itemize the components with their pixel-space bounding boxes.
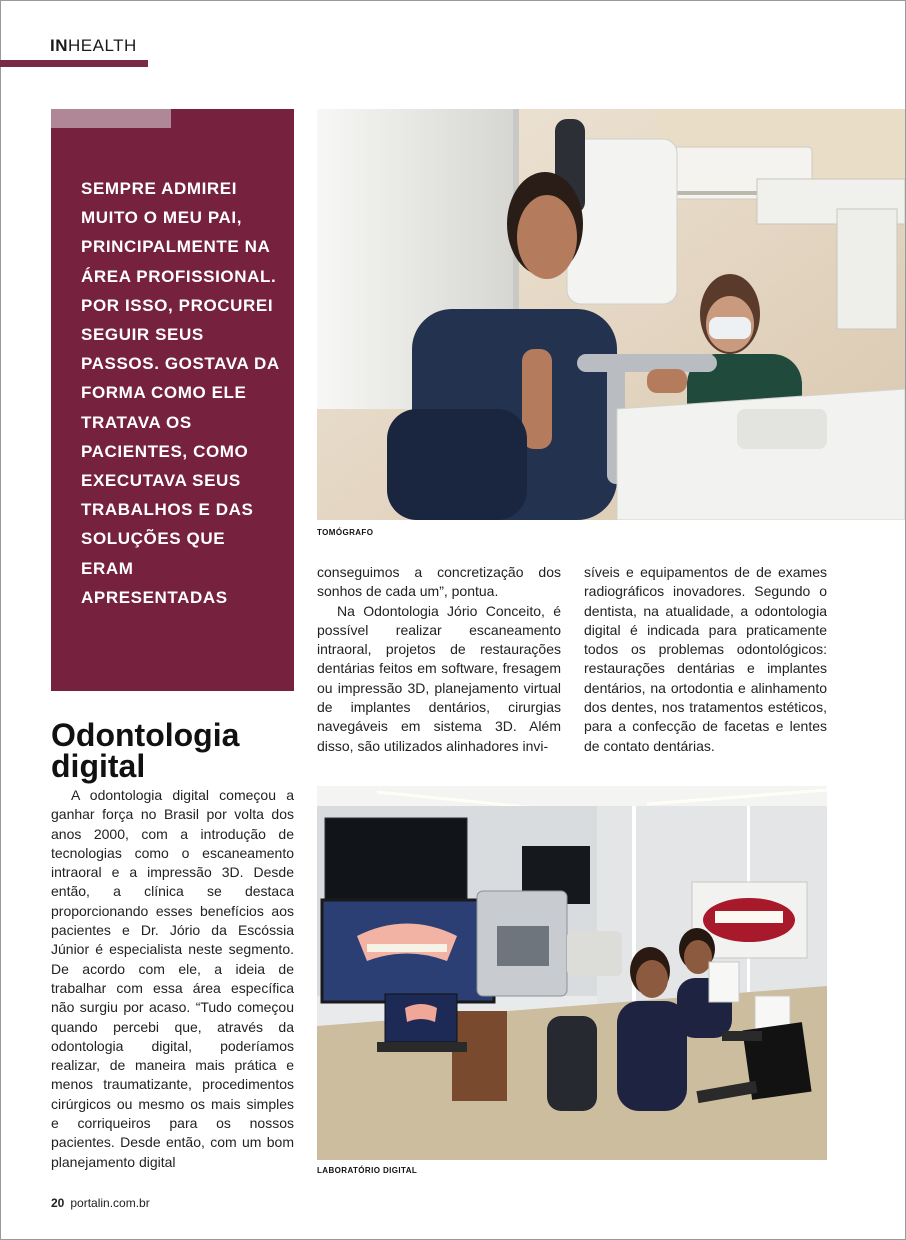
article-column-3 — [584, 563, 827, 756]
photo-tomograph — [317, 109, 905, 520]
brand-bold: IN — [50, 36, 68, 55]
caption-digital-lab: LABORATÓRIO DIGITAL — [317, 1166, 418, 1175]
photo-digital-lab — [317, 786, 827, 1160]
article-title: Odontologia digital — [51, 717, 240, 784]
brand-logo — [50, 36, 137, 56]
pull-quote-text: SEMPRE ADMIREI MUITO O MEU PAI, PRINCIPALMENTE NA ÁREA PROFISSIONAL. POR ISSO, PROCUREI SEGUIR SEUS PASSOS. GOSTAVA DA FORMA COMO ELE TRATAVA OS PACIENTES, COMO EXECUTAVA SEUS TRABALHOS E DAS SOLUÇÕES QUE ERAM APRESENTADAS — [81, 179, 280, 607]
brand-underline — [0, 60, 148, 67]
caption-tomograph: TOMÓGRAFO — [317, 528, 374, 537]
article-column-1 — [51, 786, 294, 1172]
article-column-2 — [317, 563, 561, 756]
footer-site: portalin.com.br — [70, 1196, 150, 1210]
pull-quote-tab — [51, 109, 171, 128]
page-number: 20 — [51, 1196, 65, 1210]
brand-rest: HEALTH — [68, 36, 137, 55]
paragraph: Na Odontologia Jório Conceito, é possível realizar escaneamento intraoral, projetos de restaurações dentárias feitos em software, fresagem ou impressão 3D, planejamento virtual de implantes dentários, cirurgias navegáveis em sistema 3D. Além disso, são utilizados alinhadores invi- — [317, 602, 561, 754]
paragraph: A odontologia digital começou a ganhar força no Brasil por volta dos anos 2000, com a introdução de tecnologias como o escaneamento intraoral e a impressão 3D. Desde então, a clínica se destaca proporcionando esses benefícios aos pacientes e Dr. Jório da Escóssia Júnior é especialista neste segmento. De acordo com ele, a ideia de trabalhar com essa área específica não surgiu por acaso. “Tudo começou quando percebi que, através da odontologia digital, poderíamos realizar, de maneira mais prática e menos traumatizante, procedimentos cirúrgicos ou mesmo os mais simples e corriqueiros para os nossos pacientes. Desde então, com um bom planejamento digital — [51, 787, 294, 1170]
page-footer — [51, 1196, 150, 1210]
paragraph: conseguimos a concretização dos sonhos de cada um”, pontua. — [317, 564, 561, 600]
paragraph: síveis e equipamentos de de exames radiográficos inovadores. Segundo o dentista, na atualidade, a odontologia digital é indicada para praticamente todos os problemas odontológicos: restaurações dentárias e implantes dentários, na ortodontia e alinhamento dos dentes, nos tratamentos estéticos, para a confecção de facetas e lentes de contato dentárias. — [584, 564, 827, 754]
